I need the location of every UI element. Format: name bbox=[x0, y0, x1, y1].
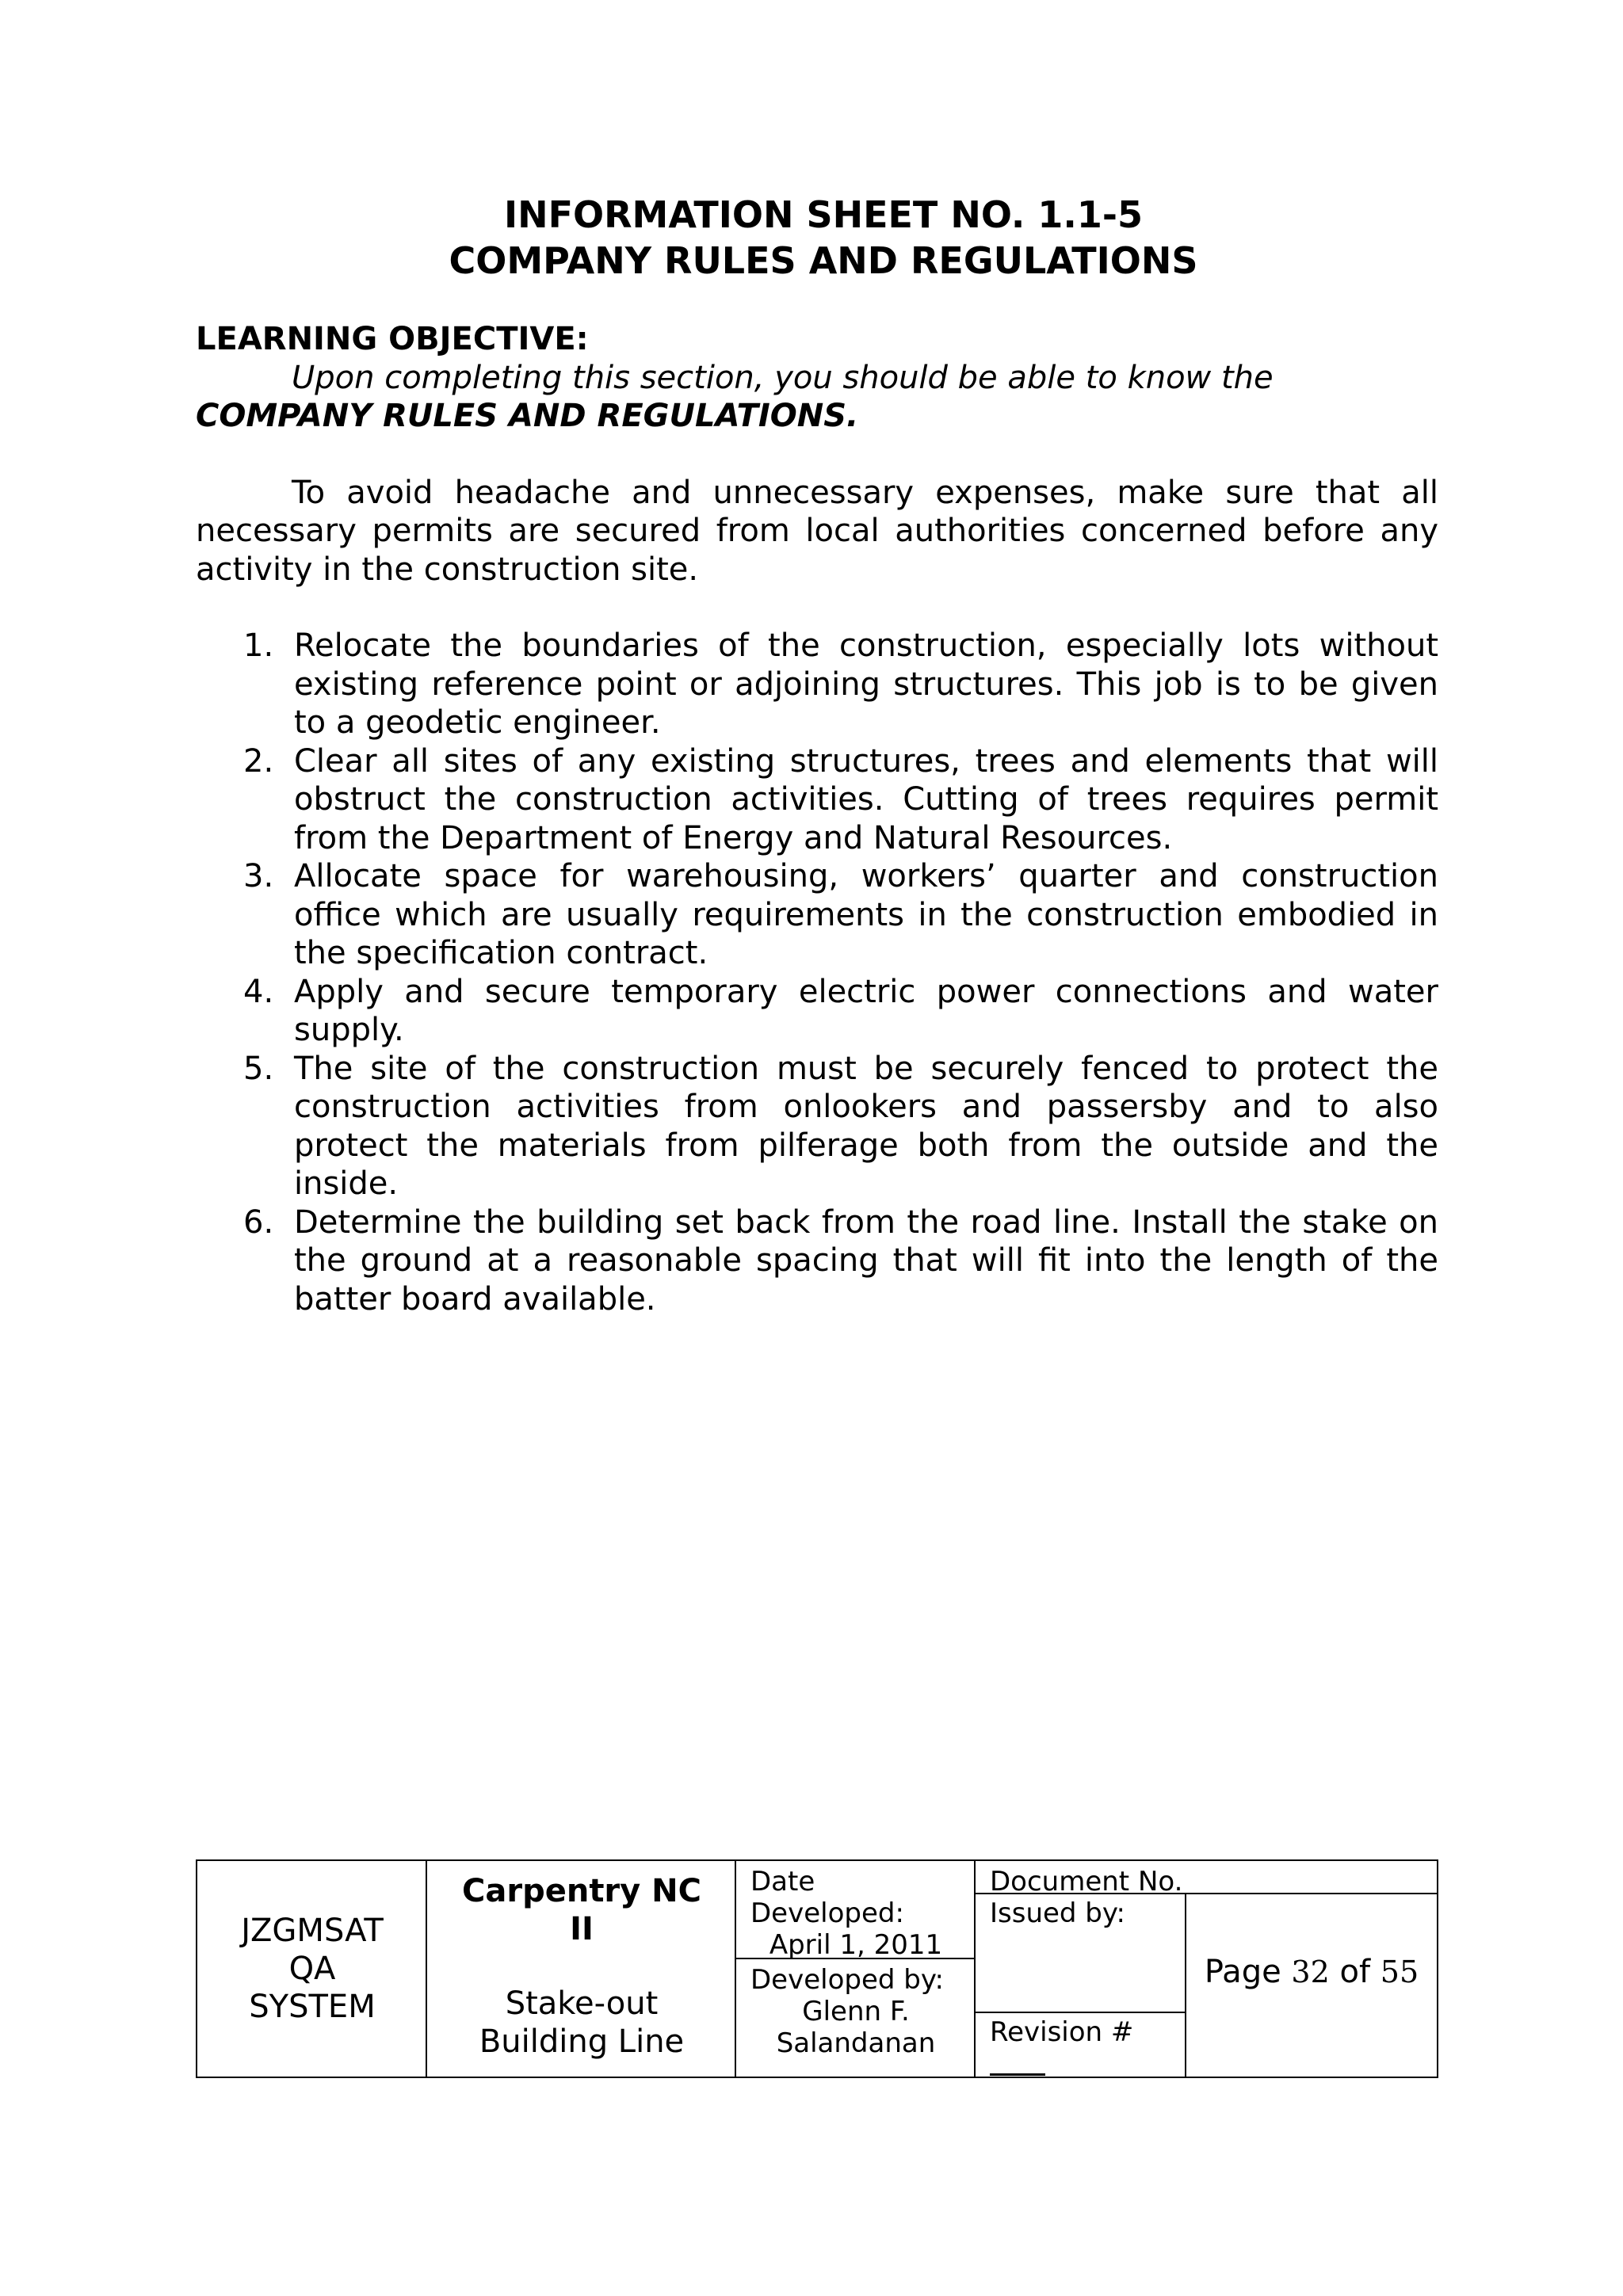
list-item-number: 1. bbox=[243, 627, 274, 664]
list-item-text: Relocate the boundaries of the construction, especially lots without existing reference point or adjoining structures. This job is to be given to a geodetic engineer. bbox=[294, 627, 1438, 741]
footer-organization-cell bbox=[197, 1861, 427, 2077]
main-content bbox=[196, 320, 1438, 1318]
developer-line-1: Glenn F. bbox=[802, 1996, 910, 2027]
date-label-line-1: Date bbox=[750, 1866, 815, 1897]
learning-objective-emphasis: COMPANY RULES AND REGULATIONS. bbox=[196, 398, 859, 434]
list-item-text: Determine the building set back from the road line. Install the stake on the ground at a reasonable spacing that will fit into the length of the batter board available. bbox=[294, 1203, 1438, 1318]
list-item-number: 6. bbox=[243, 1203, 274, 1241]
list-item bbox=[196, 742, 1438, 858]
list-item bbox=[196, 1050, 1438, 1203]
page-current: 32 bbox=[1291, 1955, 1330, 1989]
date-label-line-2: Developed: bbox=[750, 1897, 904, 1929]
footer-program-cell bbox=[427, 1861, 736, 2077]
learning-objective-text bbox=[196, 359, 1438, 436]
list-item-text: Clear all sites of any existing structures, trees and elements that will obstruct the construction activities. Cutting of trees requires permit from the Department of Energy and Natural Resources. bbox=[294, 742, 1438, 856]
list-item-number: 4. bbox=[243, 973, 274, 1010]
footer-development-cell bbox=[736, 1861, 976, 2077]
org-line-2: QA bbox=[288, 1951, 336, 1987]
footer-table bbox=[196, 1859, 1438, 2078]
developed-by-label: Developed by: bbox=[750, 1964, 944, 1996]
program-line-2: II bbox=[570, 1911, 594, 1947]
list-item-text: The site of the construction must be securely fenced to protect the construction activities from onlookers and passersby and to also protect the materials from pilferage both from the outside and the inside. bbox=[294, 1050, 1438, 1202]
revision-label: Revision # bbox=[990, 2016, 1134, 2048]
list-item-number: 2. bbox=[243, 742, 274, 780]
list-item bbox=[196, 857, 1438, 973]
org-line-3: SYSTEM bbox=[249, 1989, 376, 2025]
document-number-label: Document No. bbox=[990, 1866, 1183, 1897]
program-line-1: Carpentry NC bbox=[462, 1873, 701, 1909]
steps-list bbox=[196, 627, 1438, 1318]
list-item bbox=[196, 1203, 1438, 1319]
learning-objective-sentence: Upon completing this section, you should be able to know the bbox=[292, 359, 1274, 396]
page-number bbox=[1186, 1953, 1437, 1991]
list-item-number: 3. bbox=[243, 858, 274, 894]
title-line-2: COMPANY RULES AND REGULATIONS bbox=[449, 239, 1198, 282]
module-line-2: Building Line bbox=[479, 2023, 685, 2060]
date-developed-value: April 1, 2011 bbox=[769, 1929, 943, 1961]
page-of-word: of bbox=[1339, 1954, 1371, 1990]
developed-by-value bbox=[736, 1996, 976, 2059]
list-item-number: 5. bbox=[243, 1050, 274, 1087]
module-title bbox=[427, 1985, 736, 2061]
date-developed-label bbox=[750, 1866, 904, 1929]
page-total: 55 bbox=[1380, 1955, 1419, 1989]
learning-objective-heading: LEARNING OBJECTIVE: bbox=[196, 321, 589, 357]
title-line-1: INFORMATION SHEET NO. 1.1-5 bbox=[503, 193, 1143, 236]
page-title bbox=[0, 192, 1623, 284]
module-line-1: Stake-out bbox=[505, 1985, 659, 2022]
list-item bbox=[196, 627, 1438, 742]
issued-by-label: Issued by: bbox=[990, 1897, 1125, 1929]
list-item bbox=[196, 973, 1438, 1050]
page-word: Page bbox=[1204, 1954, 1281, 1990]
revision-underline bbox=[990, 2073, 1045, 2076]
footer-document-cell bbox=[976, 1861, 1437, 2077]
developer-line-2: Salandanan bbox=[776, 2027, 936, 2059]
list-item-text: Apply and secure temporary electric power connections and water supply. bbox=[294, 973, 1438, 1048]
intro-paragraph: To avoid headache and unnecessary expenses, make sure that all necessary permits are secured from local authorities concerned before any activity in the construction site. bbox=[196, 474, 1438, 588]
list-item-text: Allocate space for warehousing, workers’ quarter and construction office which are usually requirements in the construction embodied in the specification contract. bbox=[294, 858, 1438, 971]
org-line-1: JZGMSAT bbox=[241, 1913, 384, 1949]
program-title bbox=[427, 1872, 736, 1948]
